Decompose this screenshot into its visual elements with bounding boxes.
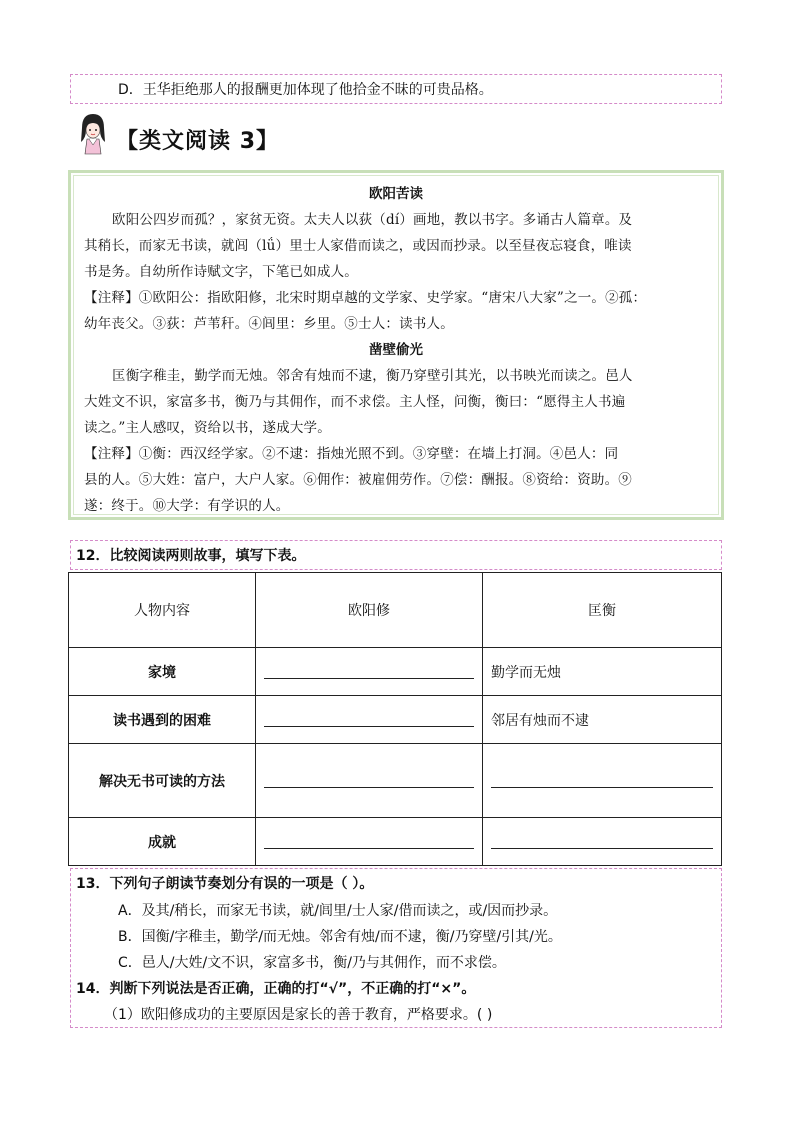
story2-note: 遂：终于。⑩大学：有学识的人。 [84,498,290,514]
q14-stem: 14．判断下列说法是否正确，正确的打“√”，不正确的打“×”。 [76,981,476,997]
story2-line: 读之。”主人感叹，资给以书，遂成大学。 [84,420,331,436]
story2-line: 大姓文不识，家富多书，衡乃与其佣作，而不求偿。主人怪，问衡，衡曰：“愿得主人书遍 [84,394,626,410]
kuangheng-cell: 邻居有烛而不逮 [483,696,722,744]
row-label: 解决无书可读的方法 [69,744,256,818]
header-cell: 人物内容 [69,573,256,648]
q13-option-b[interactable]: B．国衡/字稚圭，勤学/而无烛。邻舍有烛/而不逮，衡/乃穿壁/引其/光。 [118,929,562,945]
answer-blank[interactable] [483,818,722,866]
option-d-text: D．王华拒绝那人的报酬更加体现了他拾金不昧的可贵品格。 [118,82,493,98]
header-cell: 欧阳修 [256,573,483,648]
story2-title: 凿壁偷光 [369,342,423,358]
section-title: 【类文阅读 3】 [116,129,280,154]
q12-text: 12．比较阅读两则故事，填写下表。 [76,548,306,564]
story1-title: 欧阳苦读 [369,186,423,202]
story1-line: 欧阳公四岁而孤？，家贫无资。太夫人以荻（dí）画地，教以书字。多诵古人篇章。及 [112,212,633,228]
story1-line: 其稍长，而家无书读，就闾（lǘ）里士人家借而读之，或因而抄录。以至昼夜忘寝食，唯读 [84,238,632,254]
answer-blank[interactable] [256,818,483,866]
table-header-row [69,573,722,648]
answer-blank[interactable] [256,744,483,818]
story1-note: 幼年丧父。③荻：芦苇秆。④闾里：乡里。⑤士人：读书人。 [84,316,454,332]
story2-line: 匡衡字稚圭，勤学而无烛。邻舍有烛而不逮，衡乃穿壁引其光，以书映光而读之。邑人 [112,368,633,384]
q13-option-a[interactable]: A．及其/稍长，而家无书读，就/闾里/士人家/借而读之，或/因而抄录。 [118,903,558,919]
q13-stem: 13．下列句子朗读节奏划分有误的一项是（ ）。 [76,876,374,892]
story1-line: 书是务。自幼所作诗赋文字，下笔已如成人。 [84,264,358,280]
table-row [69,648,722,696]
story1-note: 【注释】①欧阳公：指欧阳修，北宋时期卓越的文学家、史学家。“唐宋八大家”之一。②孤： [84,290,647,306]
q13-option-c[interactable]: C．邑人/大姓/文不识，家富多书，衡/乃与其佣作，而不求偿。 [118,955,506,971]
header-cell: 匡衡 [483,573,722,648]
row-label: 读书遇到的困难 [69,696,256,744]
table-row [69,744,722,818]
kuangheng-cell: 勤学而无烛 [483,648,722,696]
girl-mascot-icon [78,112,108,156]
story2-note: 县的人。⑤大姓：富户，大户人家。⑥佣作：被雇佣劳作。⑦偿：酬报。⑧资给：资助。⑨ [84,472,632,488]
answer-blank[interactable] [256,648,483,696]
comparison-table [68,572,722,866]
table-row [69,818,722,866]
answer-blank[interactable] [483,744,722,818]
q14-item1[interactable]: （1）欧阳修成功的主要原因是家长的善于教育，严格要求。( ) [104,1007,493,1023]
story2-note: 【注释】①衡：西汉经学家。②不逮：指烛光照不到。③穿壁：在墙上打洞。④邑人：同 [84,446,619,462]
row-label: 家境 [69,648,256,696]
passage-box [68,170,724,520]
answer-blank[interactable] [256,696,483,744]
table-row [69,696,722,744]
row-label: 成就 [69,818,256,866]
